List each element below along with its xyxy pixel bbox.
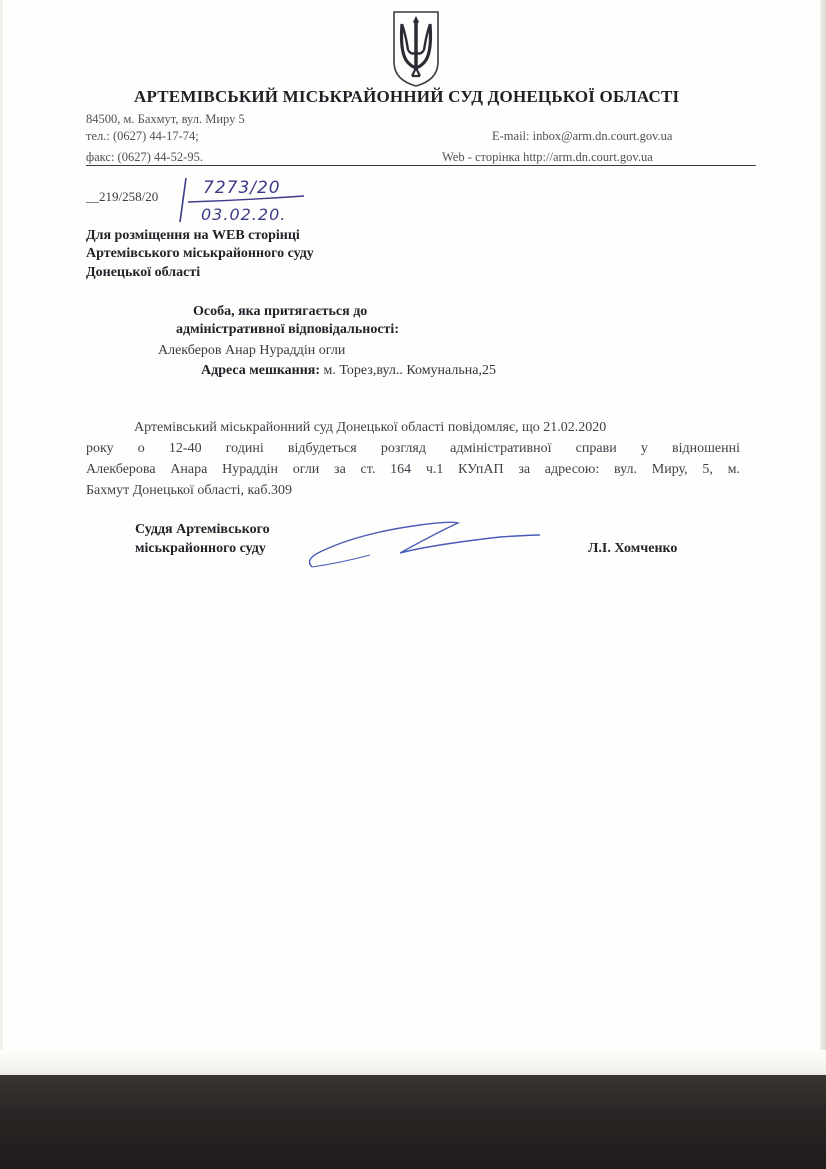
addressee-line-3: Донецької області bbox=[86, 265, 201, 280]
notice-body-line-2: року о 12-40 годині відбудеться розгляд адміністративної справи у відношенні bbox=[86, 441, 740, 456]
handwritten-registration-date: 03.02.20. bbox=[201, 205, 287, 224]
notice-body-line-1: Артемівський міськрайонний суд Донецької області повідомляє, що 21.02.2020 bbox=[134, 420, 607, 435]
court-address: 84500, м. Бахмут, вул. Миру 5 bbox=[86, 112, 245, 126]
court-fax: факс: (0627) 44-52-95. bbox=[86, 150, 203, 164]
signatory-title-line-1: Суддя Артемівського bbox=[135, 522, 270, 537]
notice-body-line-4: Бахмут Донецької області, каб.309 bbox=[86, 483, 292, 498]
paper-left-edge bbox=[0, 0, 3, 1080]
addressee-line-1: Для розміщення на WEB сторінці bbox=[86, 228, 300, 243]
outgoing-number: __219/258/20 bbox=[86, 189, 159, 204]
paper-right-edge bbox=[820, 0, 826, 1080]
judge-signature-mark bbox=[300, 515, 545, 575]
court-website: Web - сторінка http://arm.dn.court.gov.ua bbox=[442, 150, 653, 164]
judge-name: Л.І. Хомченко bbox=[588, 541, 678, 556]
court-phone: тел.: (0627) 44-17-74; bbox=[86, 129, 199, 143]
court-title: АРТЕМІВСЬКИЙ МІСЬКРАЙОННИЙ СУД ДОНЕЦЬКОЇ ОБЛАСТІ bbox=[134, 87, 680, 106]
residence-label: Адреса мешкання: bbox=[201, 363, 321, 378]
addressee-line-2: Артемівського міськрайонного суду bbox=[86, 246, 314, 261]
notice-body-line-3: Алекберова Анара Нураддін огли за ст. 164 ч.1 КУпАП за адресою: вул. Миру, 5, м. bbox=[86, 462, 740, 477]
residence-line bbox=[201, 363, 496, 379]
header-divider bbox=[86, 165, 756, 166]
signatory-title-line-2: міськрайонного суду bbox=[135, 541, 266, 556]
person-label-line-2: адміністративної відповідальності: bbox=[176, 322, 399, 337]
person-name: Алекберов Анар Нураддін огли bbox=[158, 343, 346, 358]
handwritten-registration-number: 7273/20 bbox=[203, 178, 281, 198]
person-label-line-1: Особа, яка притягається до bbox=[193, 304, 368, 319]
court-email: E-mail: inbox@arm.dn.court.gov.ua bbox=[492, 129, 673, 143]
coat-of-arms-icon bbox=[390, 10, 442, 88]
residence-address: м. Торез,вул.. Комунальна,25 bbox=[320, 363, 496, 378]
scanner-background bbox=[0, 1075, 826, 1169]
